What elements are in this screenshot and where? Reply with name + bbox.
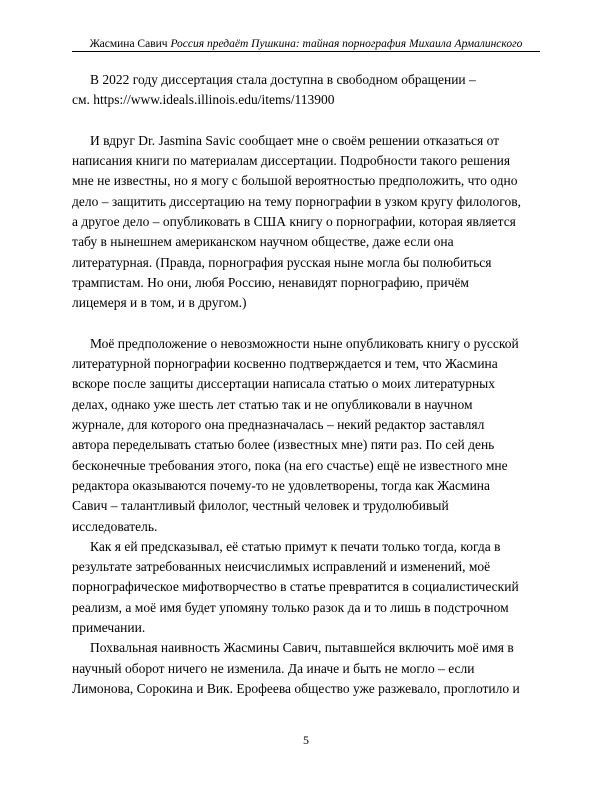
text-line: Как я ей предсказывал, её статью примут к печати только тогда, когда в bbox=[90, 538, 501, 554]
paragraph-gap bbox=[72, 314, 540, 334]
header-book-title: Россия предаёт Пушкина: тайная порнография Михаила Армалинского bbox=[170, 38, 523, 50]
text-line: порнографическое мифотворчество в статье превратится в социалистический bbox=[72, 579, 519, 595]
header-author: Жасмина Савич bbox=[89, 38, 168, 50]
text-line: Лимонова, Сорокина и Вик. Ерофеева общество уже разжевало, проглотило и bbox=[72, 680, 520, 696]
paragraph bbox=[72, 70, 540, 111]
text-line: Похвальная наивность Жасмины Савич, пытавшейся включить моё имя в bbox=[90, 640, 514, 656]
paragraph bbox=[72, 334, 540, 537]
text-line: вскоре после защиты диссертации написала статью о моих литературных bbox=[72, 376, 495, 392]
text-line: примечании. bbox=[72, 620, 146, 636]
text-line: В 2022 году диссертация стала доступна в свободном обращении – bbox=[90, 72, 476, 87]
header-rule bbox=[72, 51, 540, 52]
text-line: автора переделывать статью более (известных мне) пяти раз. По сей день bbox=[72, 437, 495, 453]
text-line: дело – защитить диссертацию на тему порнографии в узком кругу филологов, bbox=[72, 193, 521, 209]
text-line: научный оборот ничего не изменила. Да иначе и быть не могло – если bbox=[72, 660, 475, 676]
paragraph bbox=[72, 537, 540, 638]
text-line: делах, однако уже шесть лет статью так и не опубликовали в научном bbox=[72, 396, 473, 412]
text-line: мне не известны, но я могу с большой вероятностью предположить, что одно bbox=[72, 173, 518, 189]
running-header bbox=[72, 37, 540, 51]
text-line: Моё предположение о невозможности ныне опубликовать книгу о русской bbox=[90, 335, 519, 351]
text-line: исследователь. bbox=[72, 518, 158, 534]
text-line: лицемеря и в том, и в другом.) bbox=[72, 295, 247, 311]
text-line: литературная. (Правда, порнография русская ныне могла бы полюбиться bbox=[72, 254, 492, 270]
text-line: бесконечные требования этого, пока (на его счастье) ещё не известного мне bbox=[72, 457, 508, 473]
text-line: табу в нынешнем американском научном обществе, даже если она bbox=[72, 234, 454, 250]
text-line: см. https://www.ideals.illinois.edu/items/113900 bbox=[72, 92, 335, 108]
text-line: а другое дело – опубликовать в США книгу о порнографии, которая является bbox=[72, 214, 516, 230]
text-line: журнале, для которого она предназначалась – некий редактор заставлял bbox=[72, 417, 485, 433]
paragraph bbox=[72, 131, 540, 314]
text-line: написания книги по материалам диссертации. Подробности такого решения bbox=[72, 153, 511, 169]
text-line: редактора оказываются почему-то не удовлетворены, тогда как Жасмина bbox=[72, 477, 491, 493]
paragraph bbox=[72, 638, 540, 699]
text-line: трампистам. Но они, любя Россию, ненавидят порнографию, причём bbox=[72, 274, 469, 290]
text-line: литературной порнографии косвенно подтверждается и тем, что Жасмина bbox=[72, 356, 498, 372]
text-line: Савич – талантливый филолог, честный человек и трудолюбивый bbox=[72, 498, 449, 514]
text-line: результате затребованных неисчислимых исправлений и изменений, моё bbox=[72, 559, 491, 575]
page-number: 5 bbox=[303, 733, 309, 747]
text-line: реализм, а моё имя будет упомяну только разок да и то лишь в подстрочном bbox=[72, 599, 509, 615]
paragraph-gap bbox=[72, 111, 540, 131]
body-text bbox=[72, 70, 540, 699]
text-line: И вдруг Dr. Jasmina Savic сообщает мне о своём решении отказаться от bbox=[90, 132, 500, 148]
